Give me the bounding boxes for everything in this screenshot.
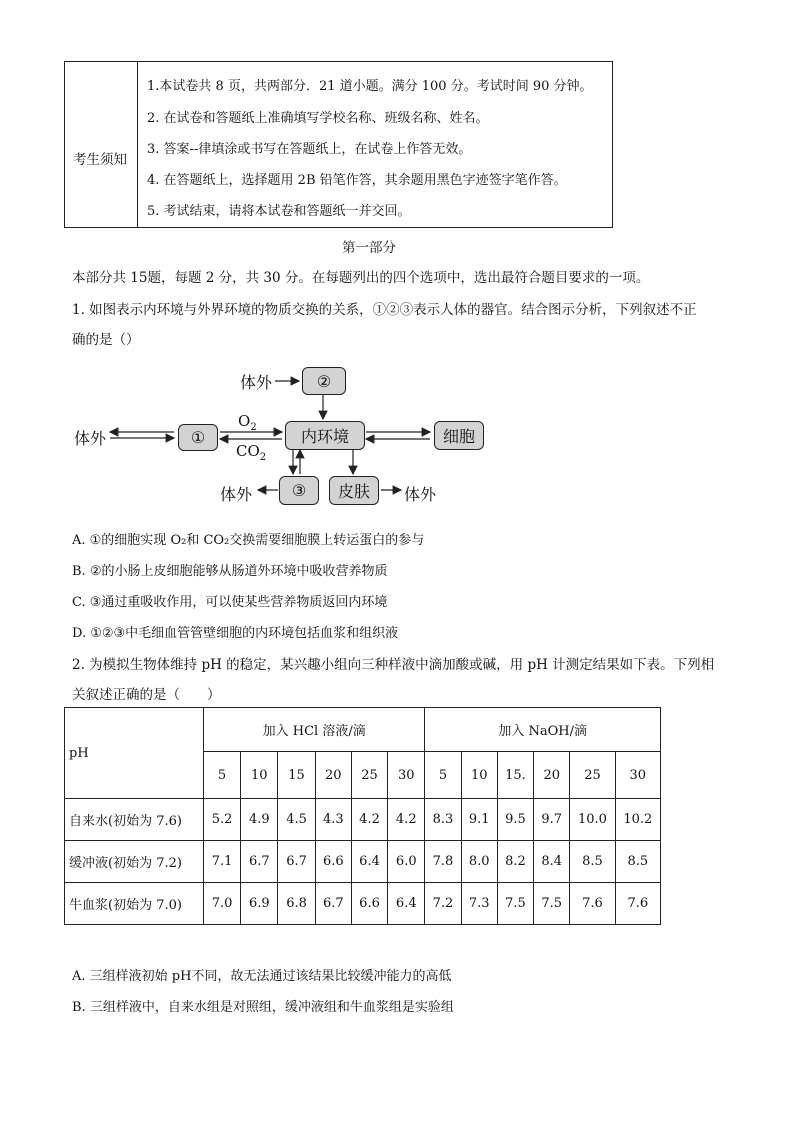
skin-label: 皮肤 <box>337 482 370 501</box>
question-2-stem-cont: 关叙述正确的是（ ） <box>72 687 221 703</box>
organ-3-box <box>279 476 319 505</box>
organ-2-box <box>302 367 346 395</box>
q1-option-d: D. ①②③中毛细血管管壁细胞的内环境包括血浆和组织液 <box>72 626 399 641</box>
notice-item: 4. 在答题纸上，选择题用 2B 铅笔作答，其余题用黑色字迹签字笔作答。 <box>147 173 567 188</box>
organ-2-label: ② <box>316 371 332 391</box>
table-cell: 7.6 <box>615 883 660 925</box>
table-cell: 8.2 <box>497 841 533 883</box>
organ-3-label: ③ <box>291 481 307 500</box>
part-intro: 本部分共 15题，每题 2 分，共 30 分。在每题列出的四个选项中，选出最符合题目要求的一项。 <box>72 270 650 286</box>
table-cell: 7.2 <box>425 883 461 925</box>
drops-header: 15 <box>278 752 315 799</box>
table-row <box>65 799 661 841</box>
table-cell: 7.3 <box>461 883 497 925</box>
table-cell: 10.2 <box>615 799 660 841</box>
notice-label: 考生须知 <box>73 152 127 168</box>
table-row <box>65 883 661 925</box>
notice-item: 2. 在试卷和答题纸上准确填写学校名称、班级名称、姓名。 <box>147 111 489 126</box>
table-cell: 6.7 <box>241 841 278 883</box>
notice-item: 3. 答案--律填涂或书写在答题纸上，在试卷上作答无效。 <box>147 142 472 157</box>
drops-header: 20 <box>534 752 570 799</box>
skin-box <box>329 476 379 505</box>
outside-label: 体外 <box>74 429 107 448</box>
table-corner-cell: pH <box>65 708 204 799</box>
row-label: 牛血浆(初始为 7.0) <box>65 883 204 925</box>
table-cell: 7.5 <box>497 883 533 925</box>
table-cell: 4.9 <box>241 799 278 841</box>
table-cell: 4.2 <box>388 799 425 841</box>
question-2-stem: 2. 为模拟生物体维持 pH 的稳定，某兴趣小组向三种样液中滴加酸或碱，用 pH 计测定结果如下表。下列相 <box>72 657 715 673</box>
drops-header: 5 <box>425 752 461 799</box>
table-cell: 6.9 <box>241 883 278 925</box>
table-cell: 6.0 <box>388 841 425 883</box>
drops-header: 30 <box>615 752 660 799</box>
table-cell: 6.7 <box>278 841 315 883</box>
table-cell: 4.2 <box>351 799 387 841</box>
table-cell: 4.3 <box>315 799 351 841</box>
q2-option-b: B. 三组样液中，自来水组是对照组，缓冲液组和牛血浆组是实验组 <box>72 1000 454 1015</box>
table-cell: 5.2 <box>203 799 240 841</box>
table-cell: 10.0 <box>570 799 615 841</box>
internal-environment-label: 内环境 <box>300 427 349 446</box>
organ-1-box <box>178 424 218 451</box>
question-1-stem: 1. 如图表示内环境与外界环境的物质交换的关系，①②③表示人体的器官。结合图示分析，下列叙述不正 <box>72 302 697 318</box>
drops-header: 5 <box>203 752 240 799</box>
outside-label: 体外 <box>240 373 273 392</box>
table-cell: 8.5 <box>570 841 615 883</box>
table-cell: 9.7 <box>534 799 570 841</box>
table-cell: 6.7 <box>315 883 351 925</box>
table-cell: 9.5 <box>497 799 533 841</box>
table-cell: 7.6 <box>570 883 615 925</box>
table-cell: 8.5 <box>615 841 660 883</box>
notice-item: 5. 考试结束，请将本试卷和答题纸一并交回。 <box>147 204 411 219</box>
internal-environment-box <box>285 421 365 450</box>
table-cell: 6.4 <box>388 883 425 925</box>
cell-box <box>434 421 484 450</box>
organ-1-label: ① <box>190 428 206 447</box>
co2-label: $CO_2$ <box>236 442 267 463</box>
part-title: 第一部分 <box>342 240 396 256</box>
q2-option-a: A. 三组样液初始 pH不同，故无法通过该结果比较缓冲能力的高低 <box>72 969 452 984</box>
table-cell: 8.3 <box>425 799 461 841</box>
table-cell: 7.5 <box>534 883 570 925</box>
table-cell: 9.1 <box>461 799 497 841</box>
table-cell: 7.1 <box>203 841 240 883</box>
row-label: 缓冲液(初始为 7.2) <box>65 841 204 883</box>
exchange-diagram <box>70 362 490 512</box>
table-cell: 6.6 <box>351 883 387 925</box>
drops-header: 15. <box>497 752 533 799</box>
table-cell: 4.5 <box>278 799 315 841</box>
table-cell: 7.8 <box>425 841 461 883</box>
table-cell: 8.4 <box>534 841 570 883</box>
table-cell: 6.6 <box>315 841 351 883</box>
cell-label: 细胞 <box>442 427 475 446</box>
drops-header: 10 <box>241 752 278 799</box>
q1-option-b: B. ②的小肠上皮细胞能够从肠道外环境中吸收营养物质 <box>72 564 388 579</box>
table-row <box>65 841 661 883</box>
outside-label: 体外 <box>220 485 253 504</box>
q1-option-a: A. ①的细胞实现 O₂和 CO₂交换需要细胞膜上转运蛋白的参与 <box>72 533 425 548</box>
naoh-group-header: 加入 NaOH/滴 <box>425 708 661 752</box>
notice-item: 1.本试卷共 8 页，共两部分．21 道小题。满分 100 分。考试时间 90 分钟。 <box>147 79 593 94</box>
drops-header: 10 <box>461 752 497 799</box>
notice-divider <box>137 62 138 227</box>
row-label: 自来水(初始为 7.6) <box>65 799 204 841</box>
drops-header: 25 <box>351 752 387 799</box>
question-1-stem-cont: 确的是（） <box>72 332 140 348</box>
exam-notice-box <box>64 61 613 228</box>
hcl-group-header: 加入 HCl 溶液/滴 <box>203 708 424 752</box>
outside-label: 体外 <box>404 485 437 504</box>
o2-label: $O_2$ <box>238 412 257 433</box>
table-cell: 7.0 <box>203 883 240 925</box>
table-cell: 8.0 <box>461 841 497 883</box>
ph-data-table <box>64 707 661 925</box>
table-cell: 6.4 <box>351 841 387 883</box>
q1-option-c: C. ③通过重吸收作用，可以使某些营养物质返回内环境 <box>72 595 388 610</box>
drops-header: 30 <box>388 752 425 799</box>
table-cell: 6.8 <box>278 883 315 925</box>
drops-header: 20 <box>315 752 351 799</box>
drops-header: 25 <box>570 752 615 799</box>
